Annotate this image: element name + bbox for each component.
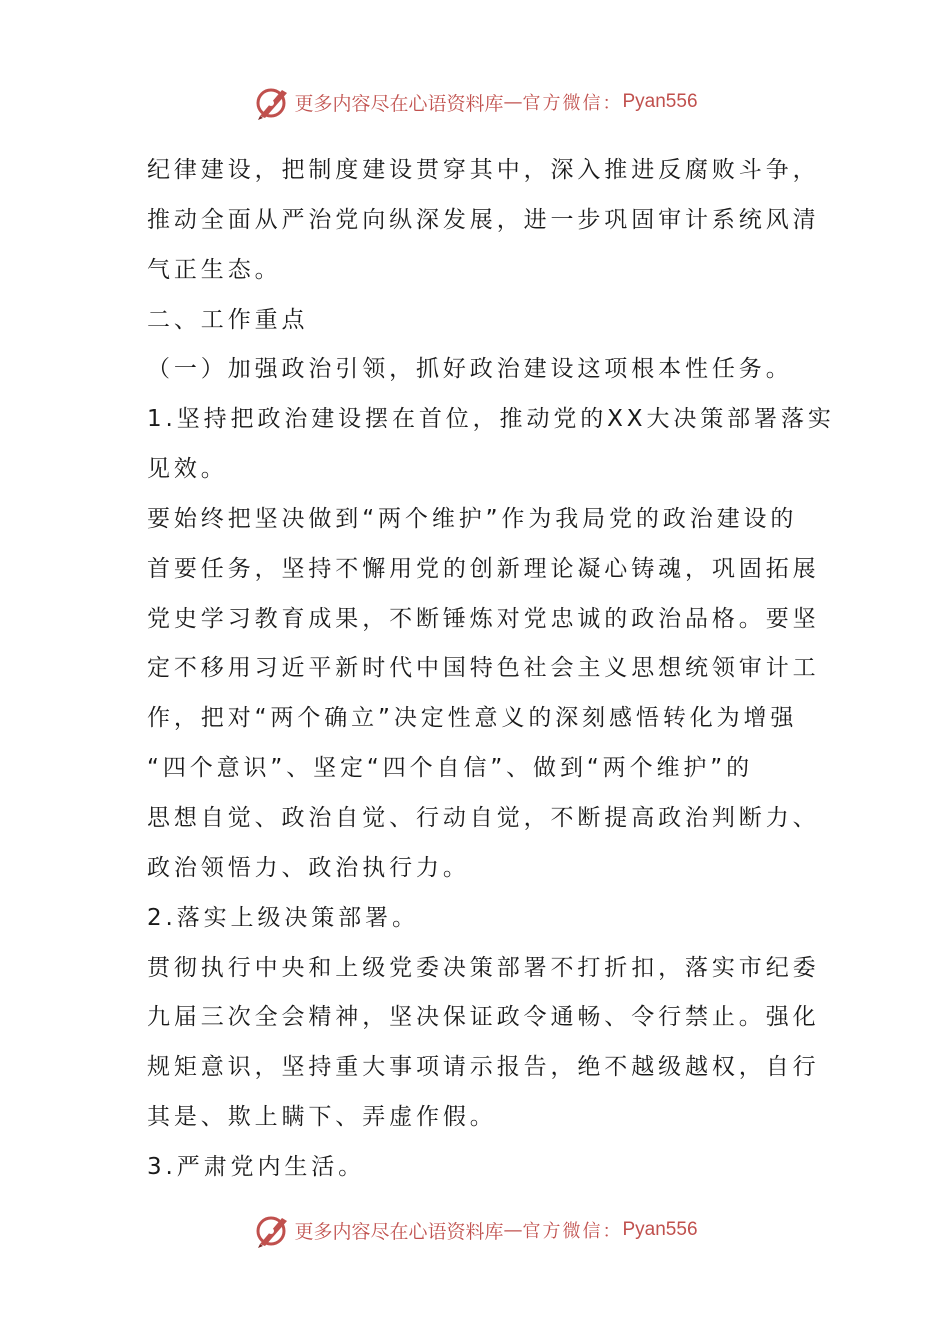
- section-heading: 二、工作重点: [147, 306, 309, 333]
- text-line: 要始终把坚决做到“两个维护”作为我局党的政治建设的: [147, 505, 798, 532]
- header-watermark: [0, 82, 950, 122]
- item-heading: 见效。: [147, 456, 228, 483]
- text-line: “四个意识”、坚定“四个自信”、做到“两个维护”的: [147, 755, 753, 782]
- text-line: 党史学习教育成果，不断锤炼对党忠诚的政治品格。要坚: [147, 605, 820, 632]
- watermark-dash: —: [503, 1219, 523, 1241]
- text-line: 贯彻执行中央和上级党委决策部署不打折扣，落实市纪委: [147, 954, 820, 981]
- text-line: 气正生态。: [147, 256, 282, 283]
- subsection-heading: （一）加强政治引领，抓好政治建设这项根本性任务。: [147, 356, 793, 383]
- text-line: 作，把对“两个确立”决定性意义的深刻感悟转化为增强: [147, 705, 798, 732]
- watermark-wechat-label: 官方微信：: [522, 93, 623, 114]
- pen-in-circle-logo-icon: [252, 1210, 292, 1250]
- watermark-wechat-id: Pyan556: [622, 91, 698, 112]
- watermark-dash: —: [503, 91, 523, 113]
- text-line: 思想自觉、政治自觉、行动自觉，不断提高政治判断力、: [147, 804, 820, 831]
- watermark-wechat-label: 官方微信：: [522, 1221, 623, 1242]
- text-line: 九届三次全会精神，坚决保证政令通畅、令行禁止。强化: [147, 1004, 820, 1031]
- footer-watermark: [0, 1210, 950, 1250]
- item-heading: 1.坚持把政治建设摆在首位，推动党的XX大决策部署落实: [147, 406, 835, 433]
- pen-in-circle-logo-icon: [252, 82, 292, 122]
- text-line: 其是、欺上瞒下、弄虚作假。: [147, 1104, 497, 1131]
- text-line: 首要任务，坚持不懈用党的创新理论凝心铸魂，巩固拓展: [147, 555, 820, 582]
- text-line: 规矩意识，坚持重大事项请示报告，绝不越级越权，自行: [147, 1054, 820, 1081]
- text-line: 政治领悟力、政治执行力。: [147, 854, 470, 881]
- text-line: 推动全面从严治党向纵深发展，进一步巩固审计系统风清: [147, 206, 820, 233]
- text-line: 定不移用习近平新时代中国特色社会主义思想统领审计工: [147, 655, 820, 682]
- watermark-wechat-id: Pyan556: [622, 1219, 698, 1240]
- item-heading: 2.落实上级决策部署。: [147, 904, 419, 931]
- watermark-site-text: 更多内容尽在心语资料库: [294, 1220, 504, 1243]
- item-heading: 3.严肃党内生活。: [147, 1153, 366, 1180]
- watermark-site-text: 更多内容尽在心语资料库: [294, 92, 504, 115]
- document-body: [147, 146, 835, 1193]
- text-line: 纪律建设，把制度建设贯穿其中，深入推进反腐败斗争，: [147, 157, 820, 183]
